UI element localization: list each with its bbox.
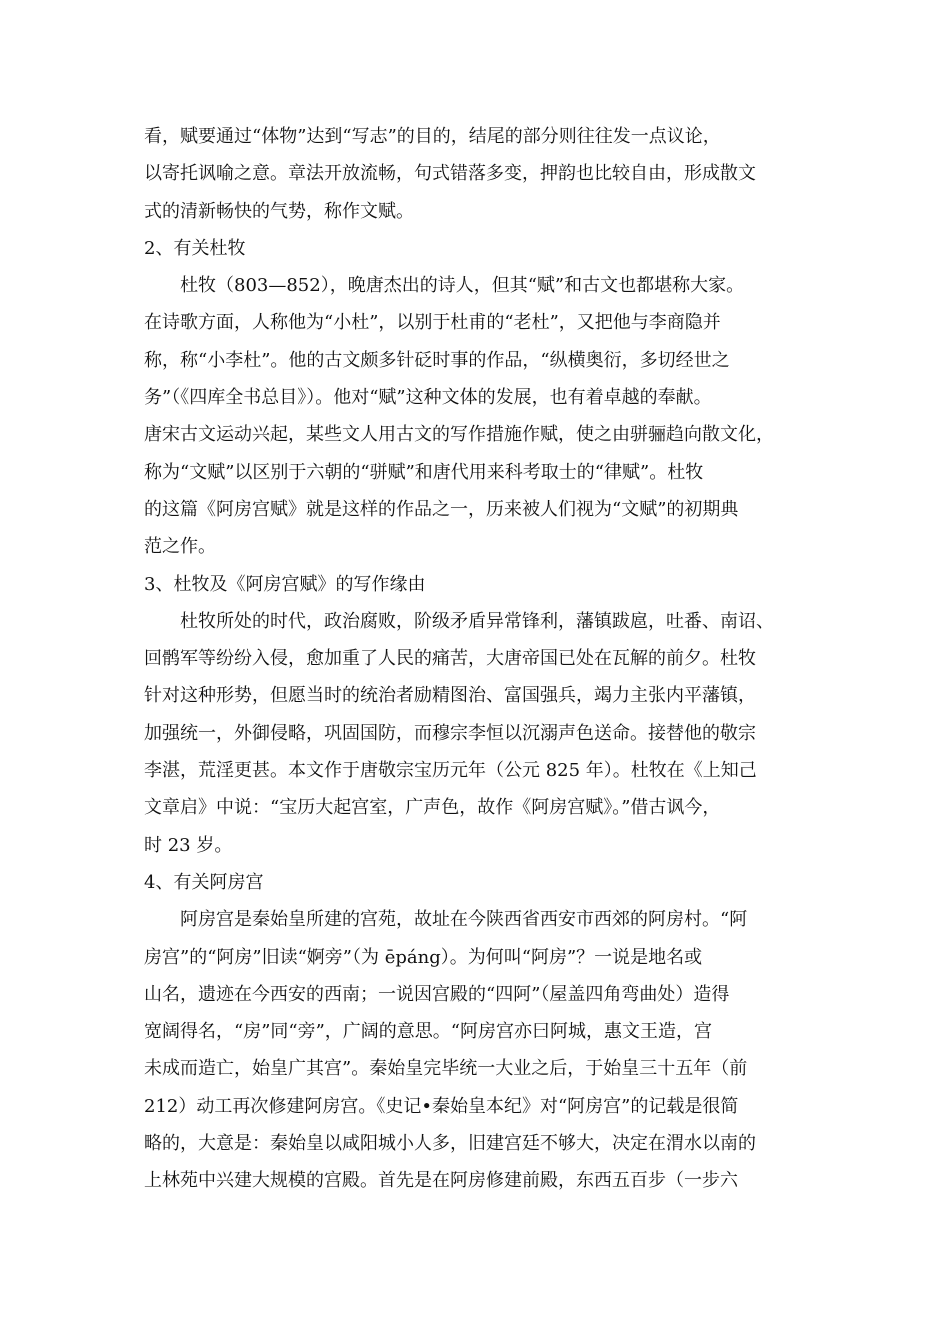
paragraph-first-line: 杜牧所处的时代，政治腐败，阶级矛盾异常锋利，藩镇跋扈，吐番、南诏、	[180, 610, 774, 632]
text-line: 范之作。	[144, 536, 216, 558]
text-line: 时 23 岁。	[144, 834, 233, 856]
text-line: 针对这种形势，但愿当时的统治者励精图治、富国强兵，竭力主张内平藩镇，	[144, 685, 756, 707]
text-line: 称，称“小李杜”。他的古文颇多针砭时事的作品，“纵横奥衍，多切经世之	[144, 349, 730, 371]
text-line: 未成而造亡，始皇广其宫”。秦始皇完毕统一大业之后，于始皇三十五年（前	[144, 1058, 748, 1080]
text-line: 文章启》中说：“宝历大起宫室，广声色，故作《阿房宫赋》。”借古讽今，	[144, 797, 721, 819]
text-line: 山名，遗迹在今西安的西南；一说因宫殿的“四阿”（屋盖四角弯曲处）造得	[144, 983, 730, 1005]
section-heading: 4、有关阿房宫	[144, 871, 264, 893]
text-line: 略的，大意是：秦始皇以咸阳城小人多，旧建宫廷不够大，决定在渭水以南的	[144, 1133, 756, 1155]
text-line: 上林苑中兴建大规模的宫殿。首先是在阿房修建前殿，东西五百步（一步六	[144, 1170, 738, 1192]
text-line: 加强统一，外御侵略，巩固国防，而穆宗李恒以沉溺声色送命。接替他的敬宗	[144, 722, 756, 744]
text-line: 唐宋古文运动兴起，某些文人用古文的写作措施作赋，使之由骈骊趋向散文化，	[144, 424, 774, 446]
text-line: 看，赋要通过“体物”达到“写志”的目的，结尾的部分则往往发一点议论，	[144, 126, 721, 147]
section-heading: 2、有关杜牧	[144, 237, 246, 259]
paragraph-first-line: 杜牧（803—852），晚唐杰出的诗人，但其“赋”和古文也都堪称大家。	[180, 275, 745, 297]
text-line: 的这篇《阿房宫赋》就是这样的作品之一，历来被人们视为“文赋”的初期典	[144, 498, 739, 520]
text-line: 212）动工再次修建阿房宫。《史记•秦始皇本纪》对“阿房宫”的记载是很简	[144, 1095, 739, 1117]
text-line: 务”（《四库全书总目》）。他对“赋”这种文体的发展，也有着卓越的奉献。	[144, 387, 712, 409]
text-line: 在诗歌方面，人称他为“小杜”，以别于杜甫的“老杜”，又把他与李商隐并	[144, 312, 721, 334]
text-line: 式的清新畅快的气势，称作文赋。	[144, 200, 414, 222]
text-line: 回鹘军等纷纷入侵，愈加重了人民的痛苦，大唐帝国已处在瓦解的前夕。杜牧	[144, 648, 756, 670]
text-line: 房宫”的“阿房”旧读“婀旁”（为 ēpáng）。为何叫“阿房”？一说是地名或	[144, 946, 703, 968]
section-heading: 3、杜牧及《阿房宫赋》的写作缘由	[144, 573, 426, 595]
document-body	[144, 118, 824, 1200]
text-line: 以寄托讽喻之意。章法开放流畅，句式错落多变，押韵也比较自由，形成散文	[144, 163, 756, 185]
text-line: 称为“文赋”以区别于六朝的“骈赋”和唐代用来科考取士的“律赋”。杜牧	[144, 461, 704, 483]
paragraph-first-line: 阿房宫是秦始皇所建的宫苑，故址在今陕西省西安市西郊的阿房村。“阿	[180, 909, 748, 931]
text-line: 李湛，荒淫更甚。本文作于唐敬宗宝历元年（公元 825 年）。杜牧在《上知己	[144, 760, 757, 782]
text-line: 宽阔得名，“房”同“旁”，广阔的意思。“阿房宫亦曰阿城，惠文王造，宫	[144, 1021, 713, 1043]
